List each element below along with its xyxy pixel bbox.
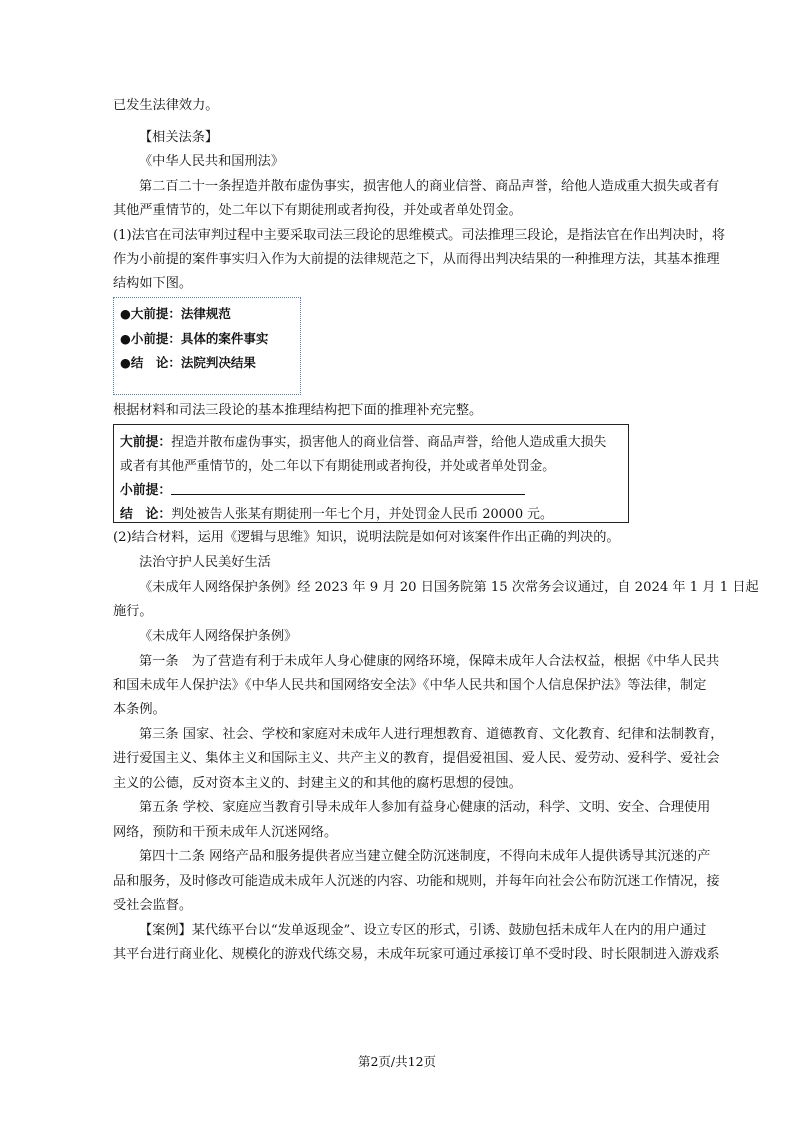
text-line: 品和服务，及时修改可能造成未成年人沉迷的内容、功能和规则，并每年向社会公布防沉迷工作情况，接	[113, 874, 720, 889]
conclusion-label: 结 论：	[120, 507, 172, 522]
major-premise-text-continued: 或者有其他严重情节的，处二年以下有期徒刑或者拘役，并处或者单处罚金。	[120, 459, 556, 474]
text-line: 其平台进行商业化、规模化的游戏代练交易，未成年玩家可通过承接订单不受时段、时长限制进入游戏系	[113, 947, 720, 962]
conclusion: ●结 论：法院判决结果	[120, 355, 256, 370]
regulation-title: 《未成年人网络保护条例》	[139, 629, 298, 644]
text-line: 本条例。	[113, 702, 166, 717]
conclusion-text: 判处被告人张某有期徒刑一年七个月，并处罚金人民币 20000 元。	[171, 507, 553, 522]
text-line: 《未成年人网络保护条例》经 2023 年 9 月 20 日国务院第 15 次常务会议通过，自 2024 年 1 月 1 日起	[139, 580, 759, 595]
major-premise-label: 大前提：	[120, 435, 172, 450]
major-premise: ●大前提：法律规范	[120, 306, 231, 321]
text-line: 施行。	[113, 604, 153, 619]
text-line: 进行爱国主义、集体主义和国际主义、共产主义的教育，提倡爱祖国、爱人民、爱劳动、爱科学、爱社会	[113, 751, 720, 766]
text-line: 和国未成年人保护法》《中华人民共和国网络安全法》《中华人民共和国个人信息保护法》等法律，制定	[113, 678, 707, 693]
page-number: 第2页/共12页	[357, 1054, 437, 1069]
article-3: 第三条 国家、社会、学校和家庭对未成年人进行理想教育、道德教育、文化教育、纪律和法制教育，	[139, 727, 724, 742]
minor-premise-blank[interactable]	[171, 482, 525, 495]
instruction: 根据材料和司法三段论的基本推理结构把下面的推理补充完整。	[113, 403, 483, 418]
text-line: 主义的公德，反对资本主义的、封建主义的和其他的腐朽思想的侵蚀。	[113, 776, 522, 791]
major-premise-text: 捏造并散布虚伪事实，损害他人的商业信誉、商品声誉，给他人造成重大损失	[171, 435, 607, 450]
text-line: 受社会监督。	[113, 898, 193, 913]
text-line: 已发生法律效力。	[113, 98, 219, 113]
reasoning-fill-box	[113, 424, 629, 523]
case-paragraph: 【案例】某代练平台以“发单返现金”、设立专区的形式，引诱、鼓励包括未成年人在内的用户通过	[139, 923, 707, 938]
minor-premise: ●小前提：具体的案件事实	[120, 331, 269, 346]
law-title: 《中华人民共和国刑法》	[139, 154, 285, 169]
question-1: (1)法官在司法审判过程中主要采取司法三段论的思维模式。司法推理三段论，是指法官在作出判决时，将	[113, 228, 726, 243]
section-heading: 【相关法条】	[139, 130, 219, 145]
text-line: 结构如下图。	[113, 276, 193, 291]
article-42: 第四十二条 网络产品和服务提供者应当建立健全防沉迷制度，不得向未成年人提供诱导其沉迷的产	[139, 849, 711, 864]
article-5: 第五条 学校、家庭应当教育引导未成年人参加有益身心健康的活动，科学、文明、安全、合理使用	[139, 800, 711, 815]
minor-premise-row	[120, 479, 525, 498]
text-line: 网络，预防和干预未成年人沉迷网络。	[113, 825, 338, 840]
minor-premise-label: 小前提：	[120, 483, 172, 498]
text-line: 第二百二十一条捏造并散布虚伪事实，损害他人的商业信誉、商品声誉，给他人造成重大损失或者有	[139, 179, 720, 194]
syllogism-structure-box	[113, 297, 301, 395]
text-line: 作为小前提的案件事实归入作为大前提的法律规范之下，从而得出判决结果的一种推理方法，其基本推理	[113, 252, 720, 267]
text-line: 其他严重情节的，处二年以下有期徒刑或者拘役，并处或者单处罚金。	[113, 203, 522, 218]
major-premise-row	[120, 431, 606, 450]
conclusion-row	[120, 503, 553, 522]
question-2: (2)结合材料，运用《逻辑与思维》知识，说明法院是如何对该案件作出正确的判决的。	[113, 530, 620, 545]
section-heading: 法治守护人民美好生活	[139, 555, 271, 570]
article-1: 第一条 为了营造有利于未成年人身心健康的网络环境，保障未成年人合法权益，根据《中华人民共	[139, 654, 720, 669]
